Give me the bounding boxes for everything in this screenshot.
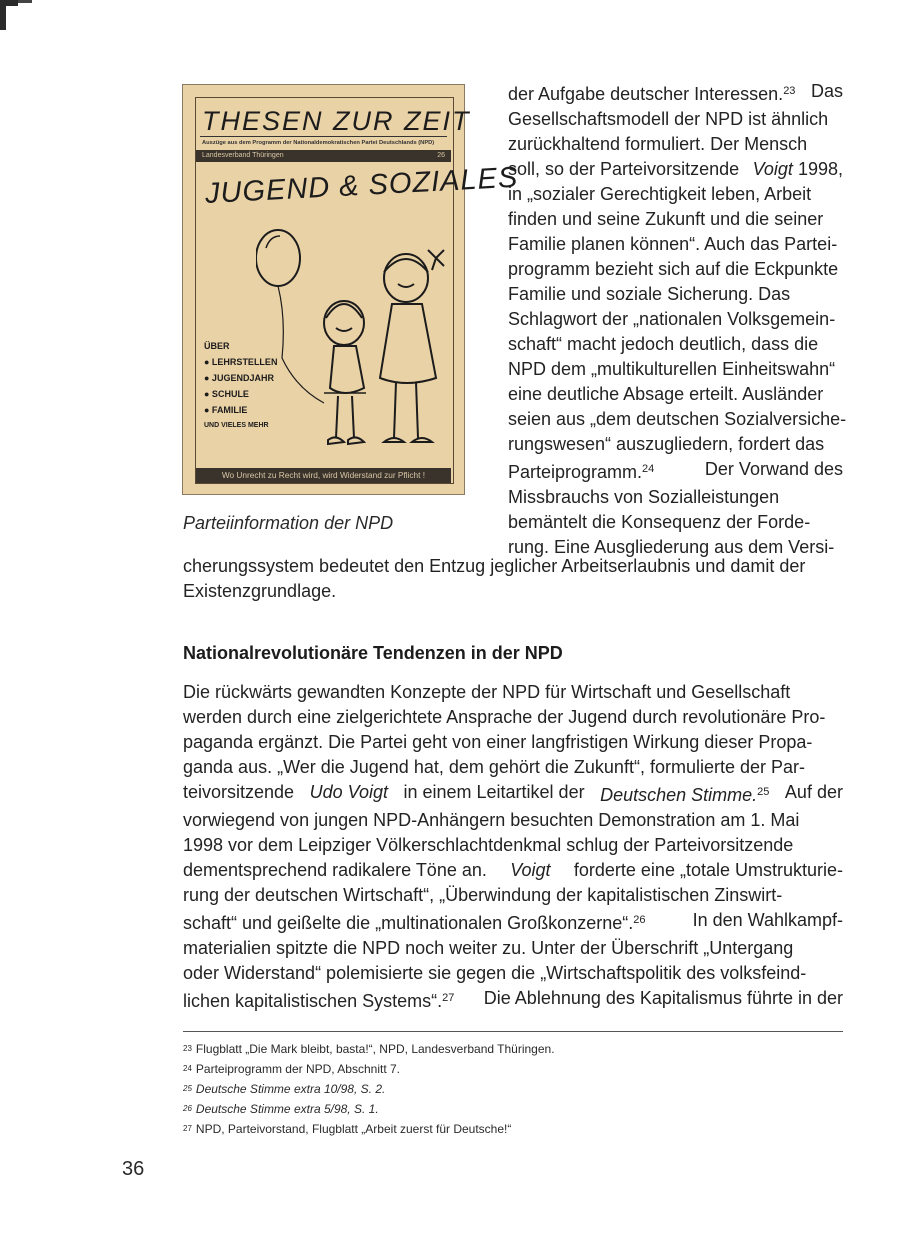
text-line: soll, so der Parteivorsitzende Voigt 1998, [508, 159, 843, 179]
text-line: Familie und soziale Sicherung. Das [508, 284, 791, 304]
text-line: teivorsitzende Udo Voigt in einem Leitartikel der Deutschen Stimme.$^{25}$ Auf der [183, 782, 843, 805]
poster-divider [200, 136, 447, 137]
footnote-divider [183, 1031, 843, 1032]
poster-footer [196, 468, 451, 483]
text-line: 1998 vor dem Leipziger Völkerschlachtdenkmal schlug der Parteivorsitzende [183, 835, 794, 855]
poster-topic-list [204, 338, 277, 434]
section-paragraph [183, 680, 843, 1014]
footnote-ref: 27 [442, 992, 455, 1004]
text-line: in „sozialer Gerechtigkeit leben, Arbeit [508, 184, 812, 204]
poster-list-item: ● FAMILIE [204, 405, 248, 415]
footnote-ref: 25 [757, 786, 770, 798]
footnote-ref: 24 [642, 463, 655, 475]
poster-subtitle: Auszüge aus dem Programm der Nationaldemokratischen Partei Deutschlands (NPD) [202, 140, 435, 146]
text-line: Die rückwärts gewandten Konzepte der NPD für Wirtschaft und Gesellschaft [183, 682, 791, 702]
text-line: Gesellschaftsmodell der NPD ist ähnlich [508, 109, 829, 129]
footnote: $^{27}$ NPD, Parteivorstand, Flugblatt „Arbeit zuerst für Deutsche!“ [183, 1122, 512, 1136]
text-line: schaft“ und geißelte die „multinationalen Großkonzerne“.$^{26}$ In den Wahlkampf- [183, 910, 843, 933]
poster-headline: JUGEND & SOZIALES [204, 161, 520, 211]
text-line: eine deutliche Absage erteilt. Ausländer [508, 384, 824, 404]
text-line: bemäntelt die Konsequenz der Forde- [508, 512, 811, 532]
footnote: $^{25}$ Deutsche Stimme extra 10/98, S. 2. [183, 1082, 386, 1096]
poster-list-item: ● JUGENDJAHR [204, 373, 274, 383]
text-line: Existenzgrundlage. [183, 581, 337, 601]
page-number: 36 [122, 1158, 145, 1180]
right-column-text [508, 79, 847, 560]
text-line: paganda ergänzt. Die Partei geht von einer langfristigen Wirkung dieser Propa- [183, 732, 813, 752]
text-line: vorwiegend von jungen NPD-Anhängern besuchten Demonstration am 1. Mai [183, 810, 800, 830]
continuation-paragraph [183, 554, 843, 604]
poster-image [182, 84, 520, 495]
footnote: $^{24}$ Parteiprogramm der NPD, Abschnitt 7. [183, 1062, 400, 1076]
text-line: Missbrauchs von Sozialleistungen [508, 487, 780, 507]
text-line: Parteiprogramm.$^{24}$ Der Vorwand des [508, 459, 843, 482]
poster-footer-text: Wo Unrecht zu Recht wird, wird Widerstand zur Pflicht ! [221, 470, 426, 480]
text-line: materialien spitzte die NPD noch weiter zu. Unter der Überschrift „Untergang [183, 938, 794, 958]
children-illustration [256, 228, 446, 458]
footnote: $^{26}$ Deutsche Stimme extra 5/98, S. 1. [183, 1102, 379, 1116]
footnote: $^{23}$ Flugblatt „Die Mark bleibt, basta!“, NPD, Landesverband Thüringen. [183, 1042, 555, 1056]
text-line: cherungssystem bedeutet den Entzug jeglicher Arbeitserlaubnis und damit der [183, 556, 806, 576]
text-line: zurückhaltend formuliert. Der Mensch [508, 134, 808, 154]
text-line: NPD dem „multikulturellen Einheitswahn“ [508, 359, 836, 379]
footnote-ref: 23 [783, 85, 796, 97]
text-line: programm bezieht sich auf die Eckpunkte [508, 259, 839, 279]
text-line: der Aufgabe deutscher Interessen.$^{23}$ Das [508, 81, 843, 104]
footnote-ref: 26 [633, 914, 646, 926]
text-line: schaft“ macht jedoch deutlich, dass die [508, 334, 819, 354]
balloon-shape [256, 230, 300, 286]
text-line: dementsprechend radikalere Töne an. Voigt forderte eine „totale Umstrukturie- [183, 860, 843, 880]
poster-list-item: UND VIELES MEHR [204, 422, 269, 429]
text-line: oder Widerstand“ polemisierte sie gegen die „Wirtschaftspolitik des volksfeind- [183, 963, 807, 983]
text-line: lichen kapitalistischen Systems“.$^{27}$ Die Ablehnung des Kapitalismus führte in der [183, 988, 843, 1011]
poster-list-item: ÜBER [204, 341, 230, 351]
poster-title: THESEN ZUR ZEIT [202, 106, 471, 136]
text-line: werden durch eine zielgerichtete Ansprache der Jugend durch revolutionäre Pro- [183, 707, 826, 727]
text-line: seien aus „dem deutschen Sozialversiche- [508, 409, 847, 429]
poster-band-number: 26 [437, 152, 445, 159]
poster-band [196, 150, 451, 162]
text-line: ganda aus. „Wer die Jugend hat, dem gehört die Zukunft“, formulierte der Par- [183, 757, 805, 777]
text-line: rung. Eine Ausgliederung aus dem Versi- [508, 537, 835, 557]
text-line: Familie planen können“. Auch das Partei- [508, 234, 838, 254]
text-line: finden und seine Zukunft und die seiner [508, 209, 824, 229]
text-line: rung der deutschen Wirtschaft“, „Überwindung der kapitalistischen Zinswirt- [183, 885, 783, 905]
section-heading: Nationalrevolutionäre Tendenzen in der NPD [183, 643, 563, 663]
poster-list-item: ● SCHULE [204, 389, 249, 399]
poster-frame [195, 97, 520, 484]
text-line: Schlagwort der „nationalen Volksgemein- [508, 309, 836, 329]
image-caption: Parteiinformation der NPD [183, 513, 394, 533]
scan-corner-mark [18, 0, 32, 3]
poster-band-text: Landesverband Thüringen [202, 152, 284, 159]
poster-list-item: ● LEHRSTELLEN [204, 357, 278, 367]
footnotes [183, 1039, 555, 1139]
scan-corner-mark [0, 0, 6, 30]
text-line: rungswesen“ auszugliedern, fordert das [508, 434, 825, 454]
